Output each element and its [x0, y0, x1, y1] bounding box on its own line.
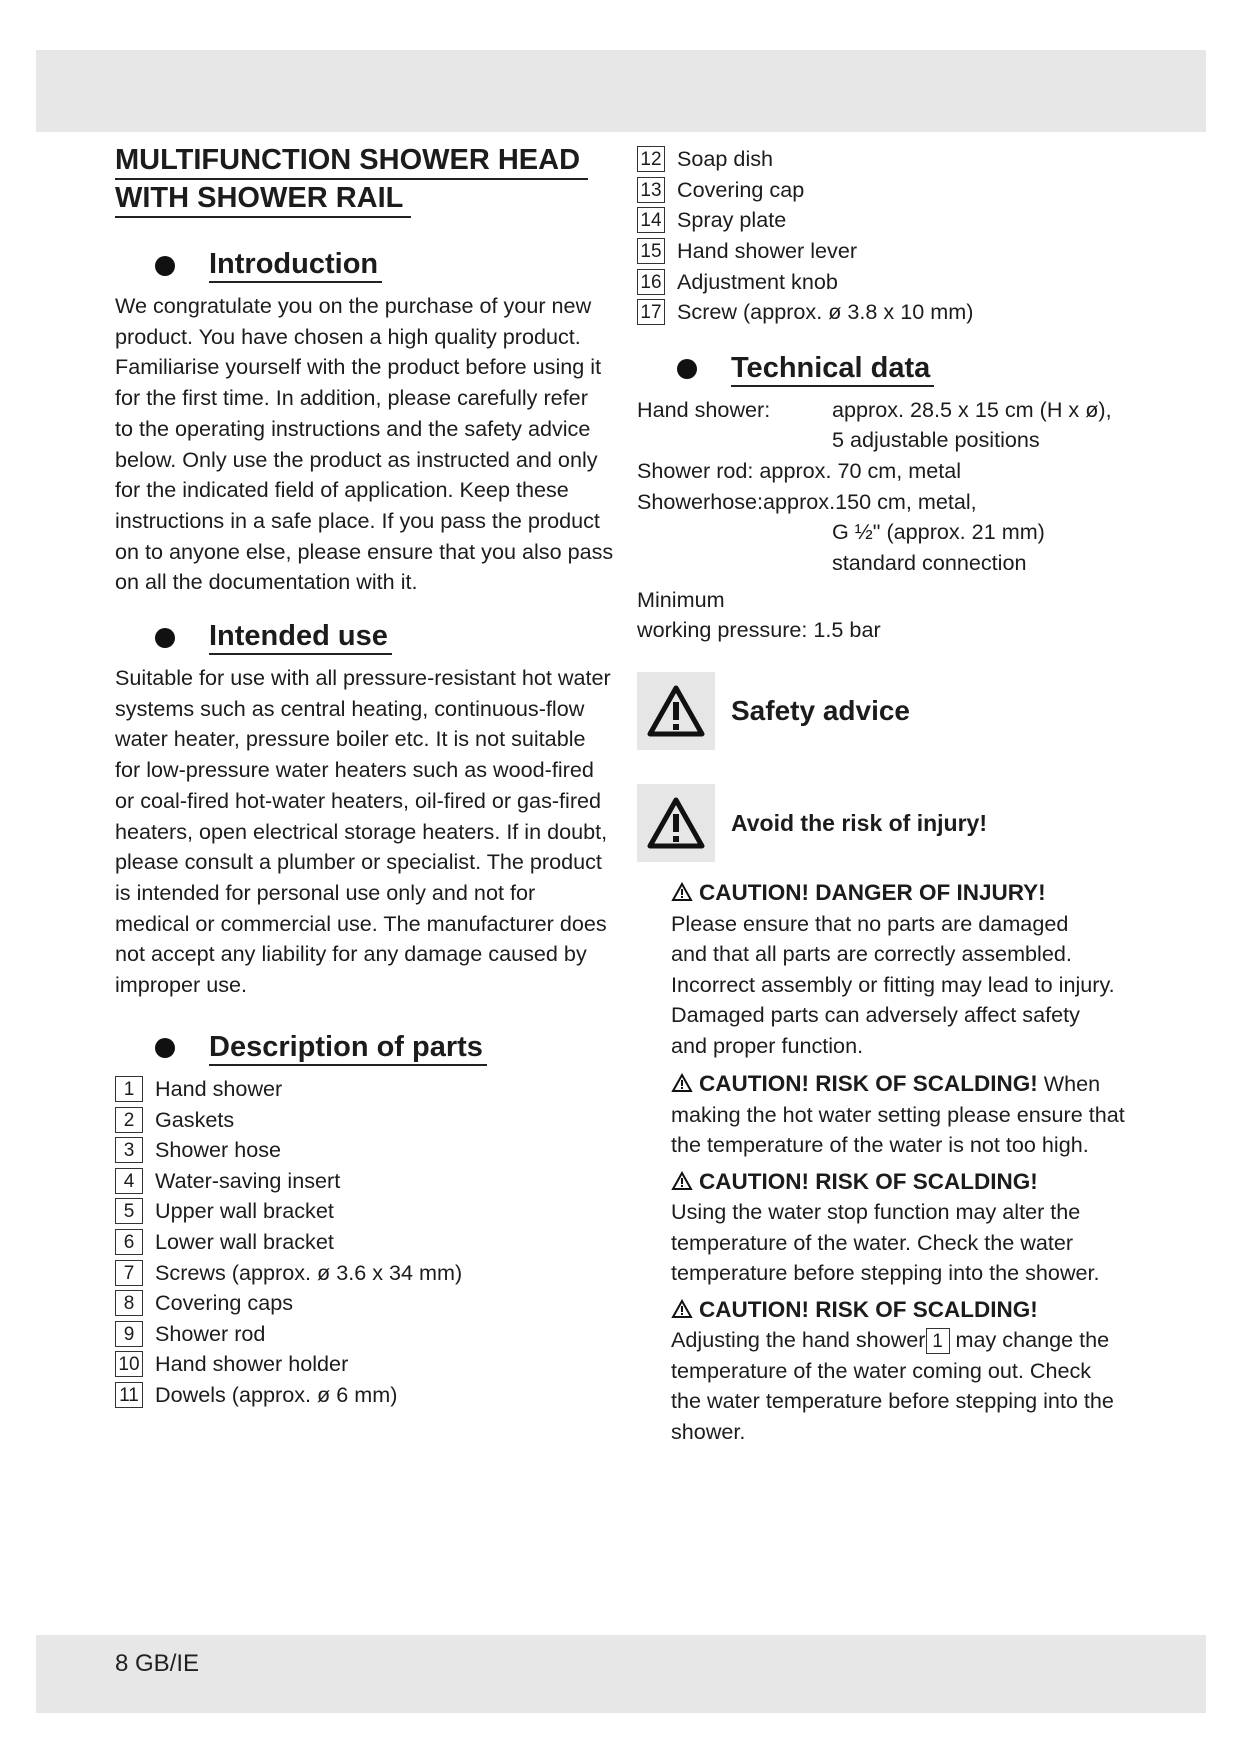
warning-icon: [637, 672, 715, 750]
spec-hose: Showerhose:approx.150 cm, metal,: [637, 488, 977, 514]
caution-scalding-1: CAUTION! RISK OF SCALDING! When making the hot water setting please ensure that the temperature of the water is not too high.: [671, 1071, 1125, 1158]
bullet-icon: [155, 1038, 175, 1058]
list-item: 10 Hand shower holder: [115, 1349, 615, 1380]
introduction-text: We congratulate you on the purchase of your new product. You have chosen a high quality product. Familiarise yourself with the product before using it for the first time. In addition, please carefully refer to the operating instructions and the safety advice below. Only use the product as instructed and only for the indicated field of application. Keep these instructions in a safe place. If you pass the product on to anyone else, please ensure that you also pass on all the documentation with it.: [115, 293, 614, 595]
parts-list-continued: [637, 144, 1137, 328]
list-item: 6 Lower wall bracket: [115, 1227, 615, 1258]
bullet-icon: [155, 628, 175, 648]
avoid-injury-heading: Avoid the risk of injury!: [637, 784, 1137, 862]
bullet-icon: [155, 256, 175, 276]
header-band: [36, 50, 1206, 132]
list-item: 9 Shower rod: [115, 1319, 615, 1350]
warning-small-icon: [671, 1171, 693, 1191]
list-item: 1 Hand shower: [115, 1074, 615, 1105]
page-number: 8 GB/IE: [115, 1650, 200, 1677]
list-item: 2 Gaskets: [115, 1104, 615, 1135]
document-title: MULTIFUNCTION SHOWER HEAD WITH SHOWER RAIL: [115, 142, 615, 218]
intended-use-heading: Intended use: [155, 620, 615, 655]
list-item: 17 Screw (approx. ø 3.8 x 10 mm): [637, 297, 1137, 328]
list-item: 16 Adjustment knob: [637, 266, 1137, 297]
warning-small-icon: [671, 1073, 693, 1093]
intended-use-text: Suitable for use with all pressure-resistant hot water systems such as central heating, continuous-flow water heater, pressure boiler etc. It is not suitable for low-pressure water heaters such as wood-fired or coal-fired hot-water heaters, oil-fired or gas-fired heaters, open electrical storage heaters. If in doubt, please consult a plumber or specialist. The product is intended for personal use only and not for medical or commercial use. The manufacturer does not accept any liability for any damage caused by improper use.: [115, 665, 611, 998]
list-item: 12 Soap dish: [637, 144, 1137, 175]
list-item: 3 Shower hose: [115, 1135, 615, 1166]
warning-small-icon: [671, 882, 693, 902]
description-of-parts-heading: Description of parts: [155, 1031, 615, 1066]
right-column: [637, 144, 1137, 1447]
caution-scalding-2: CAUTION! RISK OF SCALDING! Using the water stop function may alter the temperature of the water. Check the water temperature before stepping into the shower.: [671, 1168, 1100, 1286]
spec-key: Hand shower:: [637, 396, 771, 422]
spec-rod: Shower rod: approx. 70 cm, metal: [637, 457, 962, 483]
spec-min-pressure: working pressure: 1.5 bar: [637, 617, 881, 643]
list-item: 8 Covering caps: [115, 1288, 615, 1319]
list-item: 13 Covering cap: [637, 175, 1137, 206]
technical-data-table: [637, 395, 1137, 456]
introduction-heading: Introduction: [155, 248, 615, 283]
list-item: 7 Screws (approx. ø 3.6 x 34 mm): [115, 1257, 615, 1288]
left-column: [115, 142, 615, 1410]
spec-value: approx. 28.5 x 15 cm (H x ø),: [832, 396, 1112, 422]
warning-icon: [637, 784, 715, 862]
technical-data-heading: Technical data: [677, 352, 1137, 387]
spec-value: standard connection: [832, 550, 1027, 576]
list-item: 15 Hand shower lever: [637, 236, 1137, 267]
list-item: 14 Spray plate: [637, 205, 1137, 236]
spec-value: G ½" (approx. 21 mm): [832, 519, 1045, 545]
part-ref: 1: [926, 1328, 950, 1354]
footer-band: [36, 1635, 1206, 1713]
safety-advice-heading: Safety advice: [637, 672, 1137, 750]
caution-injury: CAUTION! DANGER OF INJURY! Please ensure that no parts are damaged and that all parts are correctly assembled. Incorrect assembly or fitting may lead to injury. Damaged parts can adversely affect safety and proper function.: [671, 880, 1115, 1058]
caution-scalding-3: CAUTION! RISK OF SCALDING! Adjusting the hand shower 1 may change the temperature of the water coming out. Check the water temperature before stepping into the shower.: [671, 1296, 1114, 1444]
list-item: 11 Dowels (approx. ø 6 mm): [115, 1380, 615, 1411]
spec-value: 5 adjustable positions: [832, 427, 1040, 453]
list-item: 4 Water-saving insert: [115, 1166, 615, 1197]
parts-list: [115, 1074, 615, 1411]
bullet-icon: [677, 359, 697, 379]
list-item: 5 Upper wall bracket: [115, 1196, 615, 1227]
spec-min-label: Minimum: [637, 586, 725, 612]
warning-small-icon: [671, 1299, 693, 1319]
